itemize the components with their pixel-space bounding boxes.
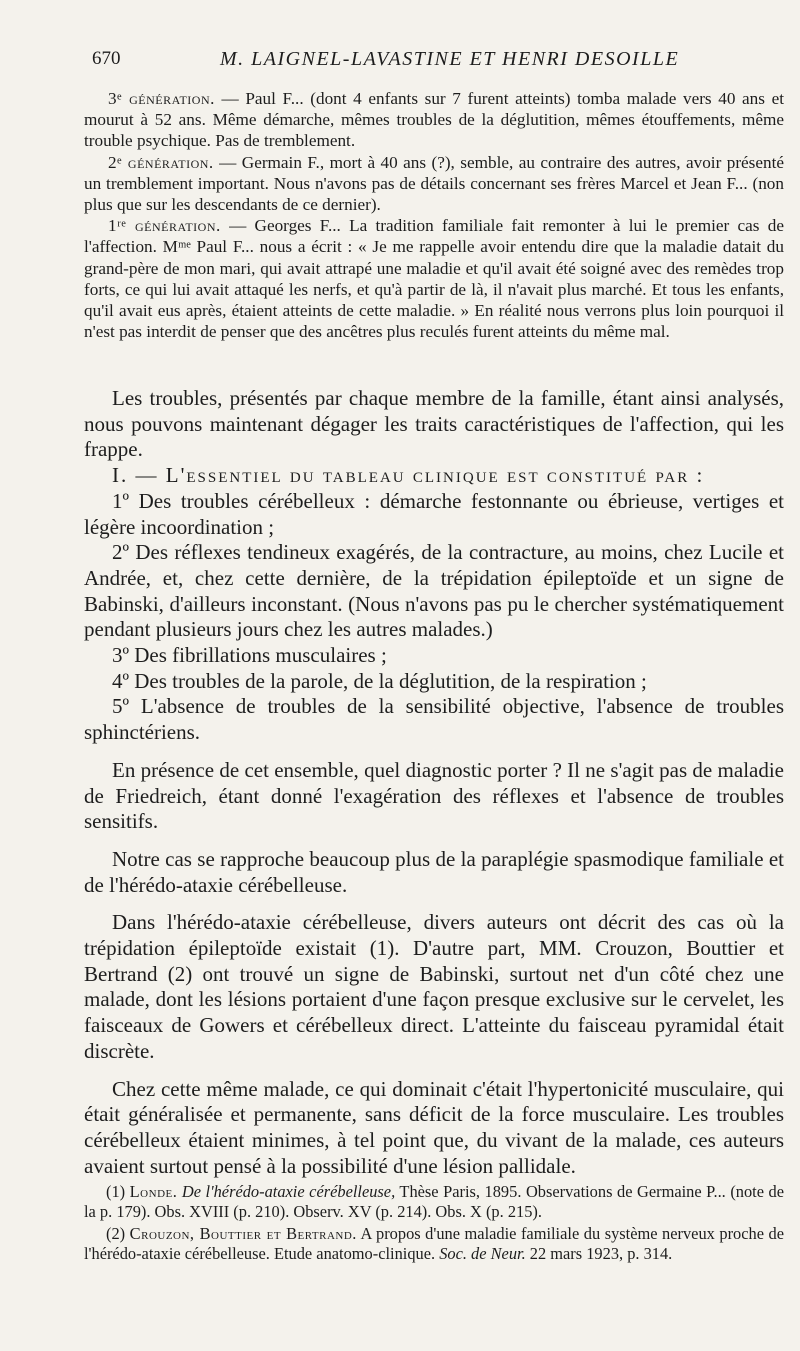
body-paragraph: Les troubles, présentés par chaque membre de la famille, étant ainsi analysés, nous pouvons maintenant dégager les traits caractéristiques de l'affection, qui les frappe. xyxy=(84,386,784,462)
running-title: M. LAIGNEL-LAVASTINE ET HENRI DESOILLE xyxy=(220,48,680,70)
body-paragraph: Chez cette même malade, ce qui dominait c'était l'hypertonicité musculaire, qui était généralisée et permanente, sans déficit de la force musculaire. Les troubles cérébelleux étaient minimes, à tel point que, du vivant de la malade, ces auteurs avaient surtout pensé à la possibilité d'une lésion pallidale. xyxy=(84,1076,784,1178)
body-paragraph: Dans l'hérédo-ataxie cérébelleuse, divers auteurs ont décrit des cas où la trépidation épileptoïde existait (1). D'autre part, MM. Crouzon, Bouttier et Bertrand (2) ont trouvé un signe de Babinski, surtout net d'un côté chez une malade, dont les lésions portaient d'une façon presque exclusive sur le cervelet, les faisceaux de Gowers et cérébelleux direct. L'atteinte du faisceau pyramidal était discrète. xyxy=(84,910,784,1063)
body-paragraph: En présence de cet ensemble, quel diagnostic porter ? Il ne s'agit pas de maladie de Friedreich, étant donné l'exagération des réflexes et l'absence de troubles sensitifs. xyxy=(84,757,784,834)
footnotes xyxy=(84,1182,784,1263)
generation-paragraph: 2ᵉ génération. — Germain F., mort à 40 ans (?), semble, au contraire des autres, avoir présenté un tremblement important. Nous n'avons pas de détails concernant ses frères Marcel et Jean F... (non plus que sur les descendants de ce dernier). xyxy=(84,152,784,215)
footnote-author: Londe. xyxy=(129,1182,178,1201)
page-header xyxy=(92,48,782,78)
generation-paragraph: 3ᵉ génération. — Paul F... (dont 4 enfants sur 7 furent atteints) tomba malade vers 40 ans et mourut à 52 ans. Même démarche, mêmes troubles de la déglutition, mêmes étouffements, même trouble psychique. Pas de tremblement. xyxy=(84,89,784,151)
page-number: 670 xyxy=(92,48,121,69)
footnote: (2) Crouzon, Bouttier et Bertrand. A propos d'une maladie familiale du système nerveux proche de l'hérédo-ataxie cérébelleuse. Etude anatomo-clinique. Soc. de Neur. 22 mars 1923, p. 314. xyxy=(84,1224,784,1263)
generation-lead: 2ᵉ génération. xyxy=(108,152,214,172)
footnote: (1) Londe. De l'hérédo-ataxie cérébelleuse, Thèse Paris, 1895. Observations de Germaine P... (note de la p. 179). Obs. XVIII (p. 210). Observ. XV (p. 214). Obs. X (p. 215). xyxy=(84,1182,785,1221)
list-item: 1º Des troubles cérébelleux : démarche festonnante ou ébrieuse, vertiges et légère incoordination ; xyxy=(84,488,784,539)
list-item: 5º L'absence de troubles de la sensibilité objective, l'absence de troubles sphinctériens. xyxy=(84,694,784,745)
list-item: 4º Des troubles de la parole, de la déglutition, de la respiration ; xyxy=(112,668,647,693)
generations-block xyxy=(84,88,784,342)
list-item: 2º Des réflexes tendineux exagérés, de la contracture, au moins, chez Lucile et Andrée, et, chez cette dernière, de la trépidation épileptoïde et un signe de Babinski, d'ailleurs inconstant. (Nous n'avons pas pu le chercher systématiquement pendant plusieurs jours chez les autres malades.) xyxy=(84,540,784,642)
body-paragraph: Notre cas se rapproche beaucoup plus de la paraplégie spasmodique familiale et de l'hérédo-ataxie cérébelleuse. xyxy=(84,846,784,897)
main-text xyxy=(84,386,784,1179)
footnote-title: De l'hérédo-ataxie cérébelleuse, xyxy=(177,1182,396,1201)
footnote-journal: Soc. de Neur. xyxy=(435,1243,526,1263)
generation-paragraph: 1ʳᵉ génération. — Georges F... La tradition familiale fait remonter à lui le premier cas de l'affection. Mᵐᵉ Paul F... nous a écrit : « Je me rappelle avoir entendu dire que la maladie datait du grand-père de mon mari, qui avait attrapé une maladie et qu'il avait été soigné avec des remèdes trop forts, ce qui lui avait attaqué les nerfs, et qu'à partir de là, il n'avait plus marché. Et tous les enfants, qu'il avait eus après, étaient atteints de cette maladie. » En réalité nous verrons plus loin pourquoi il n'est pas interdit de penser que des ancêtres plus reculés furent atteints du même mal. xyxy=(84,216,784,342)
generation-lead: 3ᵉ génération. xyxy=(108,89,215,108)
list-item: 3º Des fibrillations musculaires ; xyxy=(112,643,387,668)
section-heading: I. — L'essentiel du tableau clinique est constitué par : xyxy=(112,463,705,488)
footnote-author: Crouzon, Bouttier et Bertrand. xyxy=(129,1224,357,1244)
generation-lead: 1ʳᵉ génération. xyxy=(108,216,221,236)
